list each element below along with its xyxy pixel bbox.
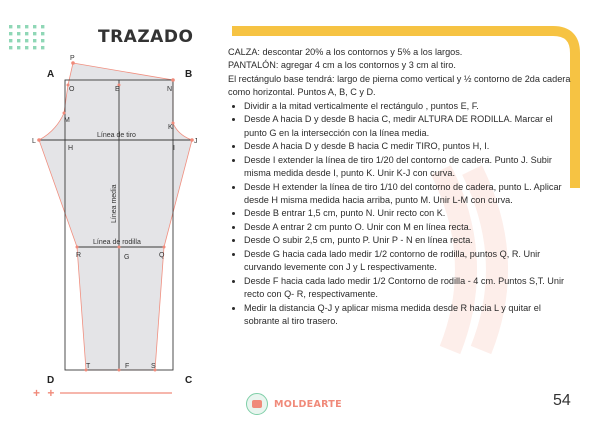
page-title: TRAZADO <box>98 27 194 47</box>
brand-name: MOLDEARTE <box>274 398 342 410</box>
point-label-e: E <box>115 86 120 93</box>
moldearte-logo-icon <box>246 393 268 415</box>
list-item: • Desde H extender la línea de tiro 1/10 del contorno de cadera, punto L. Aplicar desde H misma medida hacia arriba, punto M. Unir L-M con curva. <box>244 181 573 208</box>
point-label-j: J <box>194 138 198 145</box>
point-label-s: S <box>151 363 156 370</box>
list-item: • Desde F hacia cada lado medir 1/2 Contorno de rodilla - 4 cm. Puntos S,T. Unir recto con Q- R, respectivamente. <box>244 275 573 302</box>
tiro-line-label: Línea de tiro <box>97 132 136 139</box>
corner-label-d: D <box>47 375 55 386</box>
intro-line-rectangulo: El rectángulo base tendrá: largo de pierna como vertical y ½ contorno de 2da cadera como horizontal. Puntos A, B, C y D. <box>228 73 571 98</box>
point-label-n: N <box>167 86 173 93</box>
intro-line-pantalon: PANTALÓN: agregar 4 cm a los contornos y 3 cm al tiro. <box>228 60 456 71</box>
point-label-p: P <box>70 55 75 62</box>
list-item: • Desde O subir 2,5 cm, punto P. Unir P - N en línea recta. <box>244 234 573 247</box>
list-item: • Desde B entrar 1,5 cm, punto N. Unir recto con K. <box>244 207 573 220</box>
point-label-m: M <box>64 117 70 124</box>
point-label-l: L <box>32 138 36 145</box>
point-label-i: I <box>173 145 175 152</box>
point-label-r: R <box>76 252 82 259</box>
intro-line-calza: CALZA: descontar 20% a los contornos y 5% a los largos. <box>228 47 463 57</box>
list-item: • Desde I extender la línea de tiro 1/20 del contorno de cadera. Punto J. Subir misma medida desde I, punto K. Unir K-J con curva. <box>244 154 573 181</box>
list-item: • Desde A hacia D y desde B hacia C medir TIRO, puntos H, I. <box>244 140 573 153</box>
media-line-label: Línea media <box>111 184 118 223</box>
point-label-k: K <box>168 124 173 131</box>
list-item: • Medir la distancia Q-J y aplicar misma medida desde R hacia L y quitar el sobrante al tiro trasero. <box>244 302 573 329</box>
brand-logo <box>246 393 342 415</box>
point-label-t: T <box>86 363 91 370</box>
page-number: 54 <box>553 392 571 409</box>
point-label-o: O <box>69 86 75 93</box>
list-item: • Desde G hacia cada lado medir 1/2 contorno de rodilla, puntos Q, R. Unir curvando levemente con J y L respectivamente. <box>244 248 573 275</box>
corner-label-a: A <box>47 69 55 80</box>
list-item: • Dividir a la mitad verticalmente el rectángulo , puntos E, F. <box>244 100 573 113</box>
list-item: • Desde A hacia D y desde B hacia C, medir ALTURA DE RODILLA. Marcar el punto G en la intersección con la línea media. <box>244 113 573 140</box>
point-label-g: G <box>124 254 130 261</box>
point-label-q: Q <box>159 252 165 259</box>
list-item: • Desde A entrar 2 cm punto O. Unir con M en línea recta. <box>244 221 573 234</box>
corner-label-c: C <box>185 375 193 386</box>
corner-label-b: B <box>185 69 193 80</box>
point-label-h: H <box>68 145 74 152</box>
point-label-f: F <box>125 363 130 370</box>
plus-decoration: + + <box>33 386 57 400</box>
rodilla-line-label: Línea de rodilla <box>93 239 141 246</box>
